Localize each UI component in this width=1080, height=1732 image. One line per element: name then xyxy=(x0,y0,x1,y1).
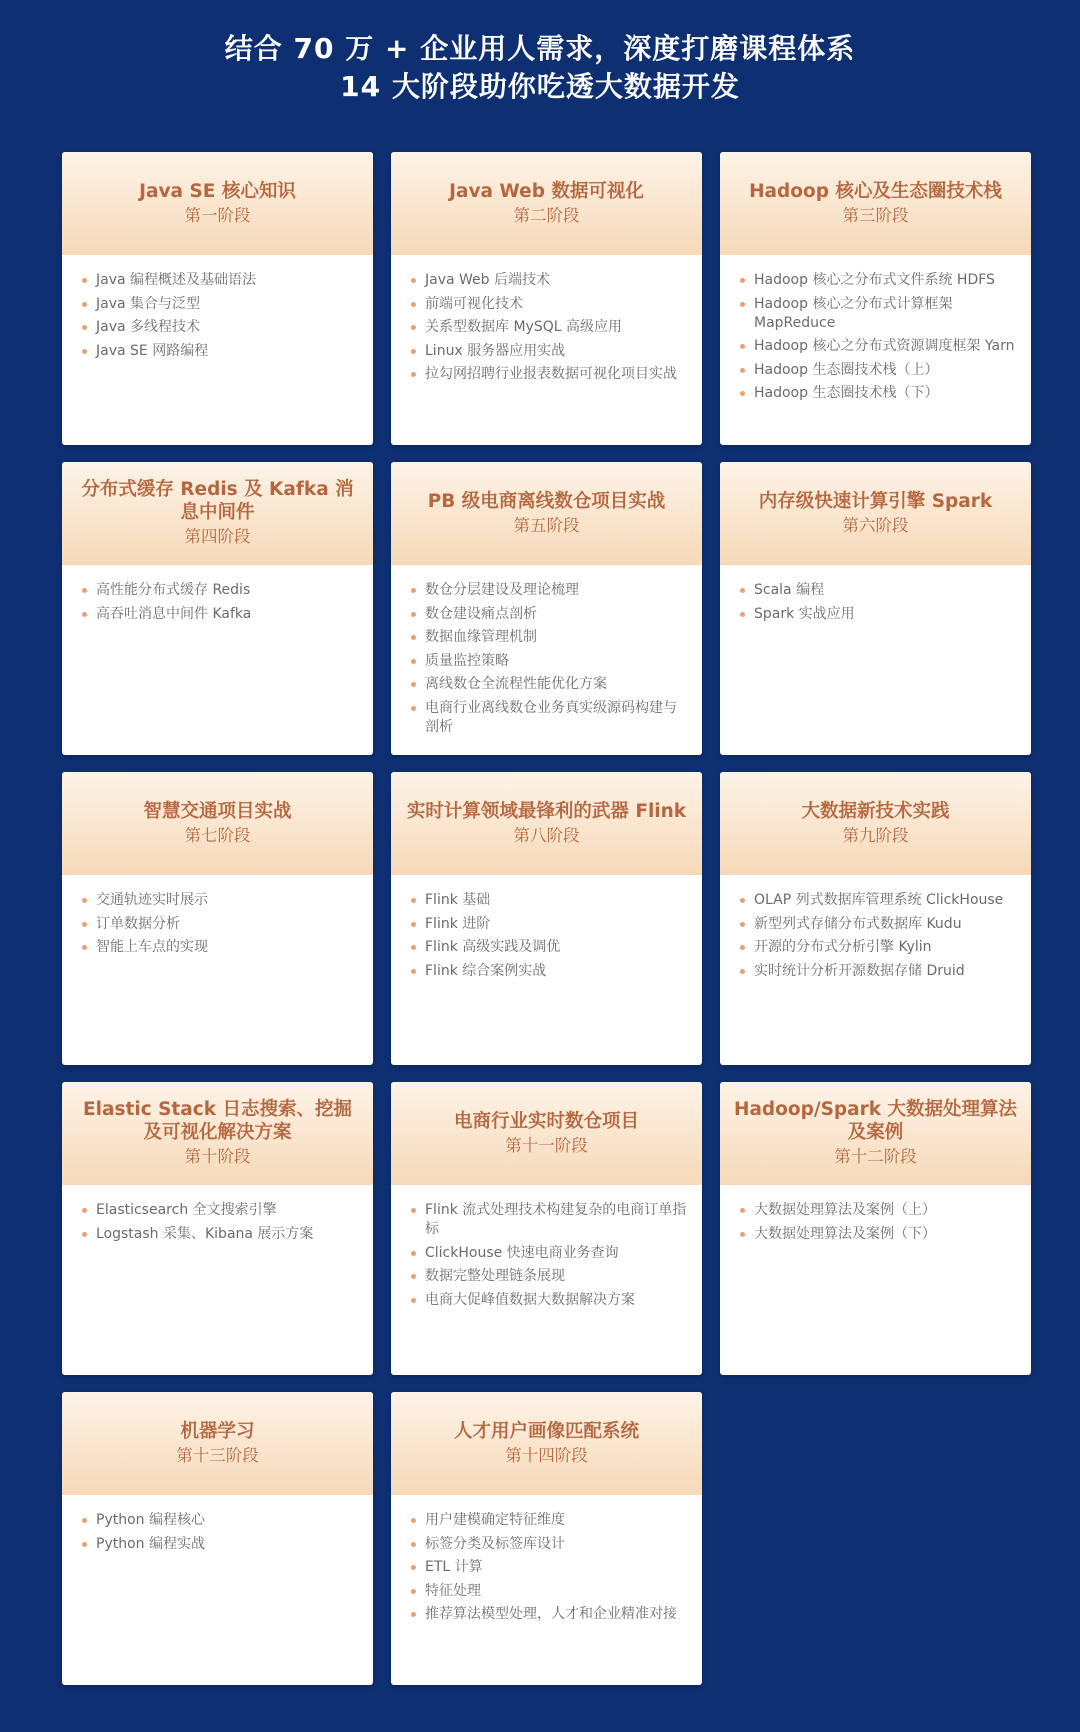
stage-number-label: 第五阶段 xyxy=(513,515,580,535)
list-item: Logstash 采集、Kibana 展示方案 xyxy=(96,1225,361,1244)
list-item: 前端可视化技术 xyxy=(425,295,690,314)
stage-topic-list xyxy=(720,1185,1031,1244)
list-item: Java 多线程技术 xyxy=(96,318,361,337)
list-item: 订单数据分析 xyxy=(96,915,361,934)
stage-title: PB 级电商离线数仓项目实战 xyxy=(427,490,666,512)
list-item: 大数据处理算法及案例（上） xyxy=(754,1201,1019,1220)
stage-number-label: 第十阶段 xyxy=(184,1147,251,1166)
stage-card xyxy=(62,772,373,1065)
list-item: 电商大促峰值数据大数据解决方案 xyxy=(425,1291,690,1310)
list-item: Linux 服务器应用实战 xyxy=(425,342,690,361)
stage-card-header xyxy=(62,1392,373,1495)
stage-card xyxy=(62,1082,373,1375)
stage-number-label: 第七阶段 xyxy=(184,825,251,845)
stage-number-label: 第一阶段 xyxy=(184,205,251,225)
stage-topic-list xyxy=(391,1185,702,1310)
stage-title: Java Web 数据可视化 xyxy=(449,180,644,202)
stage-title: 实时计算领域最锋利的武器 Flink xyxy=(406,800,687,822)
list-item: Python 编程实战 xyxy=(96,1535,361,1554)
stage-title: 大数据新技术实践 xyxy=(801,800,950,822)
stage-number-label: 第十四阶段 xyxy=(505,1445,588,1465)
list-item: 数仓分层建设及理论梳理 xyxy=(425,581,690,600)
stage-number-label: 第二阶段 xyxy=(513,205,580,225)
list-item: 大数据处理算法及案例（下） xyxy=(754,1225,1019,1244)
stage-topic-list xyxy=(391,565,702,737)
stage-card-header xyxy=(62,152,373,255)
list-item: Flink 流式处理技术构建复杂的电商订单指标 xyxy=(425,1201,690,1239)
list-item: 交通轨迹实时展示 xyxy=(96,891,361,910)
stage-card xyxy=(720,772,1031,1065)
list-item: Flink 基础 xyxy=(425,891,690,910)
stage-grid xyxy=(62,152,1032,1685)
list-item: 高性能分布式缓存 Redis xyxy=(96,581,361,600)
list-item: 标签分类及标签库设计 xyxy=(425,1535,690,1554)
list-item: Flink 进阶 xyxy=(425,915,690,934)
stage-title: Java SE 核心知识 xyxy=(139,180,296,202)
list-item: Flink 综合案例实战 xyxy=(425,962,690,981)
stage-card-header xyxy=(391,772,702,875)
stage-title: Hadoop/Spark 大数据处理算法及案例 xyxy=(733,1099,1018,1143)
stage-number-label: 第十一阶段 xyxy=(505,1135,588,1155)
list-item: Java 编程概述及基础语法 xyxy=(96,271,361,290)
list-item: Java 集合与泛型 xyxy=(96,295,361,314)
stage-topic-list xyxy=(62,1495,373,1554)
stage-topic-list xyxy=(720,255,1031,403)
stage-card xyxy=(720,152,1031,445)
stage-number-label: 第九阶段 xyxy=(842,825,909,845)
list-item: 开源的分布式分析引擎 Kylin xyxy=(754,938,1019,957)
list-item: 拉勾网招聘行业报表数据可视化项目实战 xyxy=(425,365,690,384)
stage-card-header xyxy=(720,462,1031,565)
stage-card xyxy=(62,1392,373,1685)
headline-line-2: 14 大阶段助你吃透大数据开发 xyxy=(340,70,740,103)
stage-topic-list xyxy=(720,565,1031,624)
stage-topic-list xyxy=(62,565,373,624)
stage-card-header xyxy=(391,462,702,565)
stage-number-label: 第八阶段 xyxy=(513,825,580,845)
list-item: Java Web 后端技术 xyxy=(425,271,690,290)
headline-line-1: 结合 70 万 + 企业用人需求，深度打磨课程体系 xyxy=(224,32,856,65)
stage-card-header xyxy=(391,1082,702,1185)
list-item: 数据完整处理链条展现 xyxy=(425,1267,690,1286)
list-item: Python 编程核心 xyxy=(96,1511,361,1530)
stage-topic-list xyxy=(62,1185,373,1244)
stage-card xyxy=(62,462,373,755)
stage-title: Elastic Stack 日志搜索、挖掘及可视化解决方案 xyxy=(83,1099,352,1143)
stage-title: 人才用户画像匹配系统 xyxy=(453,1420,639,1442)
stage-topic-list xyxy=(391,875,702,981)
stage-card xyxy=(720,462,1031,755)
stage-topic-list xyxy=(391,255,702,384)
list-item: OLAP 列式数据库管理系统 ClickHouse xyxy=(754,891,1019,910)
list-item: 实时统计分析开源数据存储 Druid xyxy=(754,962,1019,981)
list-item: 关系型数据库 MySQL 高级应用 xyxy=(425,318,690,337)
list-item: 推荐算法模型处理，人才和企业精准对接 xyxy=(425,1605,690,1624)
list-item: 高吞吐消息中间件 Kafka xyxy=(96,605,361,624)
stage-card-header xyxy=(62,772,373,875)
list-item: 用户建模确定特征维度 xyxy=(425,1511,690,1530)
list-item: Scala 编程 xyxy=(754,581,1019,600)
stage-card xyxy=(391,152,702,445)
list-item: 新型列式存储分布式数据库 Kudu xyxy=(754,915,1019,934)
list-item: 质量监控策略 xyxy=(425,652,690,671)
list-item: Elasticsearch 全文搜索引擎 xyxy=(96,1201,361,1220)
list-item: Hadoop 生态圈技术栈（下） xyxy=(754,384,1019,403)
list-item: 特征处理 xyxy=(425,1582,690,1601)
stage-card-header xyxy=(720,1082,1031,1185)
stage-card xyxy=(391,772,702,1065)
stage-card-header xyxy=(391,1392,702,1495)
stage-topic-list xyxy=(720,875,1031,981)
stage-title: 电商行业实时数仓项目 xyxy=(453,1110,639,1132)
list-item: ETL 计算 xyxy=(425,1558,690,1577)
stage-card-header xyxy=(720,152,1031,255)
list-item: Java SE 网路编程 xyxy=(96,342,361,361)
stage-card xyxy=(62,152,373,445)
stage-card xyxy=(720,1082,1031,1375)
stage-card xyxy=(391,462,702,755)
stage-number-label: 第四阶段 xyxy=(184,527,251,546)
list-item: Hadoop 生态圈技术栈（上） xyxy=(754,361,1019,380)
list-item: Hadoop 核心之分布式文件系统 HDFS xyxy=(754,271,1019,290)
stage-number-label: 第三阶段 xyxy=(842,205,909,225)
list-item: Spark 实战应用 xyxy=(754,605,1019,624)
page-header xyxy=(0,30,1080,106)
stage-card xyxy=(391,1392,702,1685)
list-item: ClickHouse 快速电商业务查询 xyxy=(425,1244,690,1263)
stage-number-label: 第十三阶段 xyxy=(176,1445,259,1465)
list-item: 数仓建设痛点剖析 xyxy=(425,605,690,624)
list-item: Flink 高级实践及调优 xyxy=(425,938,690,957)
stage-title: 内存级快速计算引擎 Spark xyxy=(758,490,993,512)
stage-card-header xyxy=(62,462,373,565)
stage-topic-list xyxy=(62,875,373,957)
stage-number-label: 第六阶段 xyxy=(842,515,909,535)
list-item: 智能上车点的实现 xyxy=(96,938,361,957)
list-item: 数据血缘管理机制 xyxy=(425,628,690,647)
stage-number-label: 第十二阶段 xyxy=(834,1147,917,1166)
stage-card-header xyxy=(62,1082,373,1185)
stage-card xyxy=(391,1082,702,1375)
stage-topic-list xyxy=(391,1495,702,1624)
stage-card-header xyxy=(720,772,1031,875)
stage-topic-list xyxy=(62,255,373,361)
stage-title: 机器学习 xyxy=(180,1420,255,1442)
stage-title: 智慧交通项目实战 xyxy=(143,800,292,822)
list-item: 离线数仓全流程性能优化方案 xyxy=(425,675,690,694)
list-item: Hadoop 核心之分布式计算框架 MapReduce xyxy=(754,295,1019,333)
stage-title: Hadoop 核心及生态圈技术栈 xyxy=(749,180,1002,202)
stage-title: 分布式缓存 Redis 及 Kafka 消息中间件 xyxy=(81,479,354,523)
list-item: 电商行业离线数仓业务真实级源码构建与剖析 xyxy=(425,699,690,737)
list-item: Hadoop 核心之分布式资源调度框架 Yarn xyxy=(754,337,1019,356)
stage-card-header xyxy=(391,152,702,255)
